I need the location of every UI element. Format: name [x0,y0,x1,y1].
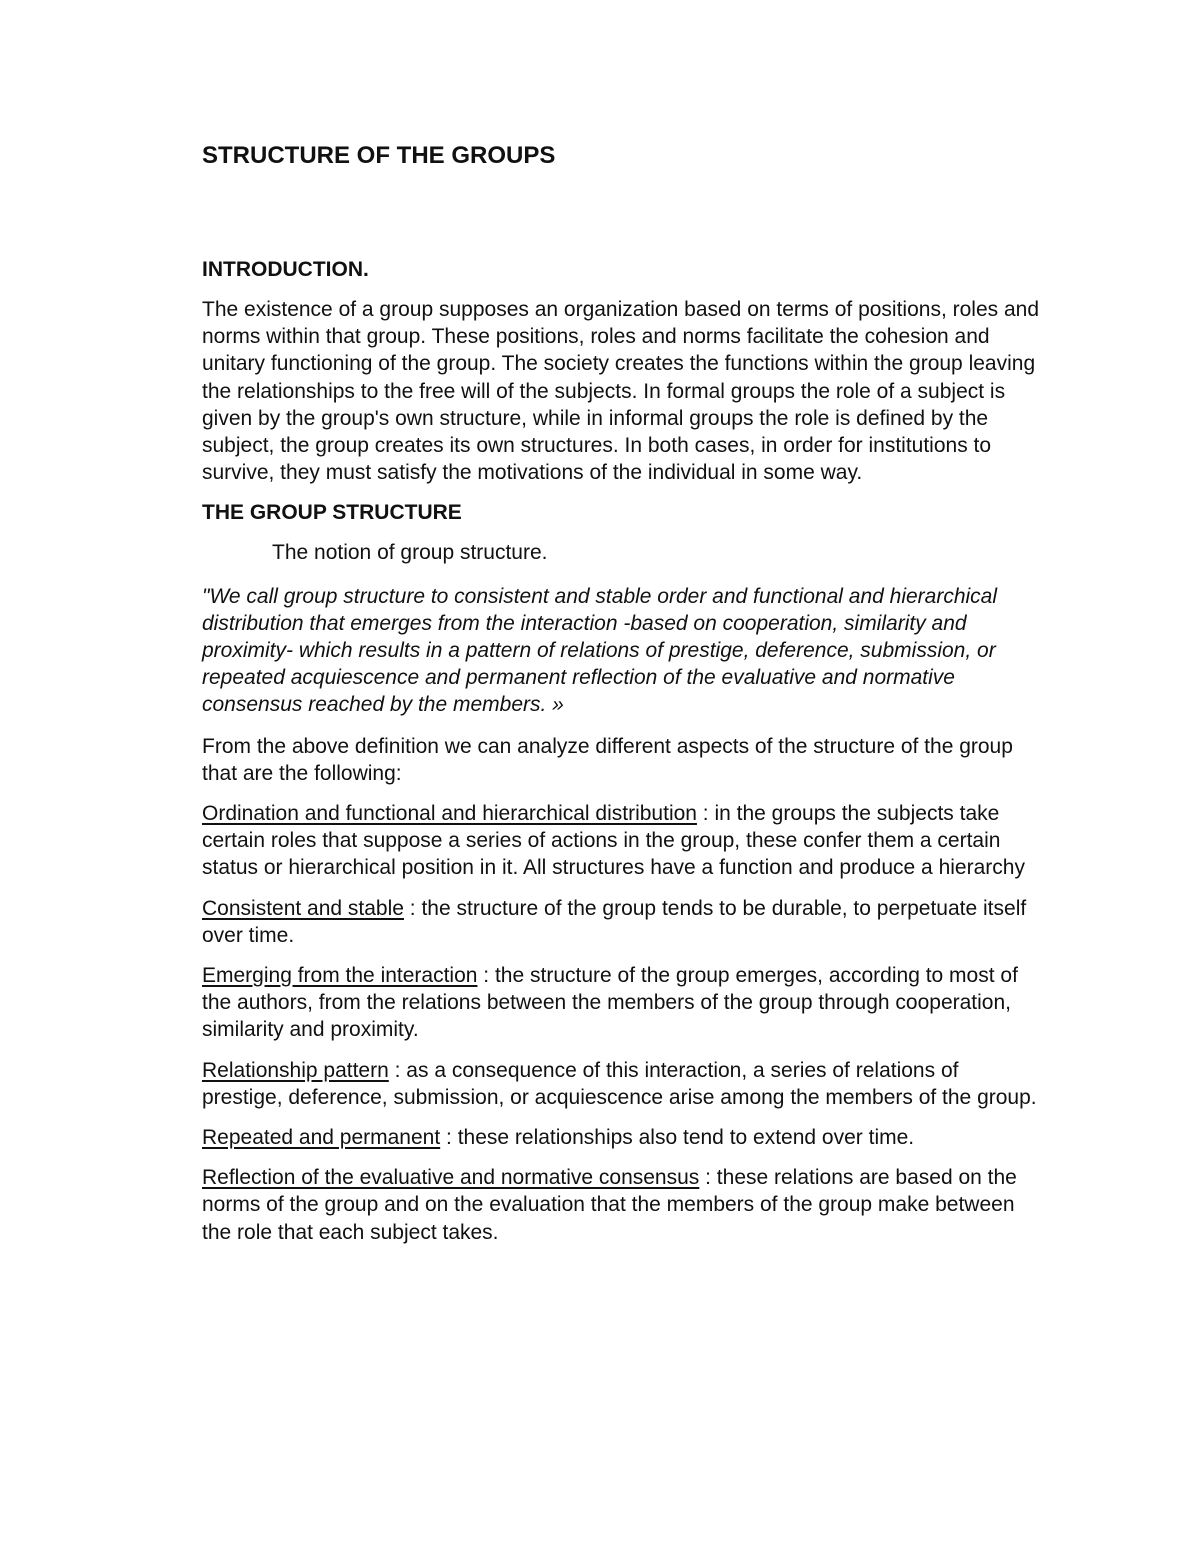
aspect-term: Ordination and functional and hierarchical distribution [202,802,697,826]
aspect-description: : in the groups the subjects take certain roles that suppose a series of actions in the group, these confer them a certain status or hierarchical position in it. All structures have a function and produce a hierarchy [202,802,1025,880]
aspect-description: : the structure of the group tends to be durable, to perpetuate itself over time. [202,896,1027,947]
aspect-description: : these relations are based on the norms of the group and on the evaluation that the members of the group make between the role that each subject takes. [202,1166,1017,1244]
aspect-description: : these relationships also tend to extend over time. [440,1126,915,1150]
aspect-term: Relationship pattern [202,1058,389,1082]
introduction-paragraph: The existence of a group supposes an organization based on terms of positions, roles and norms within that group. These positions, roles and norms facilitate the cohesion and unitary functioning of the group. The society creates the functions within the group leaving the relationships to the free will of the subjects. In formal groups the role of a subject is given by the group's own structure, while in informal groups the role is defined by the subject, the group creates its own structures. In both cases, in order for institutions to survive, they must satisfy the motivations of the individual in some way. [202,298,1040,485]
aspect-paragraph [202,1164,1042,1246]
aspect-term: Reflection of the evaluative and normative consensus [202,1166,700,1190]
aspect-paragraph [202,962,1042,1044]
aspect-paragraph [202,1057,1042,1111]
aspect-term: Repeated and permanent [202,1126,441,1150]
introduction-heading: INTRODUCTION. [202,258,369,281]
aspect-term: Emerging from the interaction [202,964,478,988]
document-body [202,256,1042,1259]
definition-quote: "We call group structure to consistent and stable order and functional and hierarchical distribution that emerges from the interaction -based on cooperation, similarity and proximity- which results in a pattern of relations of prestige, deference, submission, or repeated acquiescence and permanent reflection of the evaluative and normative consensus reached by the members. » [202,584,998,717]
aspect-description: : as a consequence of this interaction, a series of relations of prestige, deference, submission, or acquiescence arise among the members of the group. [202,1058,1037,1109]
aspect-paragraph [202,895,1042,949]
document-title: STRUCTURE OF THE GROUPS [202,142,556,169]
aspect-description: : the structure of the group emerges, according to most of the authors, from the relations between the members of the group through cooperation, similarity and proximity. [202,964,1018,1042]
group-structure-subheading: The notion of group structure. [272,541,548,565]
aspect-term: Consistent and stable [202,896,404,920]
aspect-paragraph [202,1124,1042,1151]
aspect-paragraph [202,800,1042,882]
analysis-intro-paragraph: From the above definition we can analyze different aspects of the structure of the group that are the following: [202,734,1013,785]
group-structure-heading: THE GROUP STRUCTURE [202,501,462,525]
